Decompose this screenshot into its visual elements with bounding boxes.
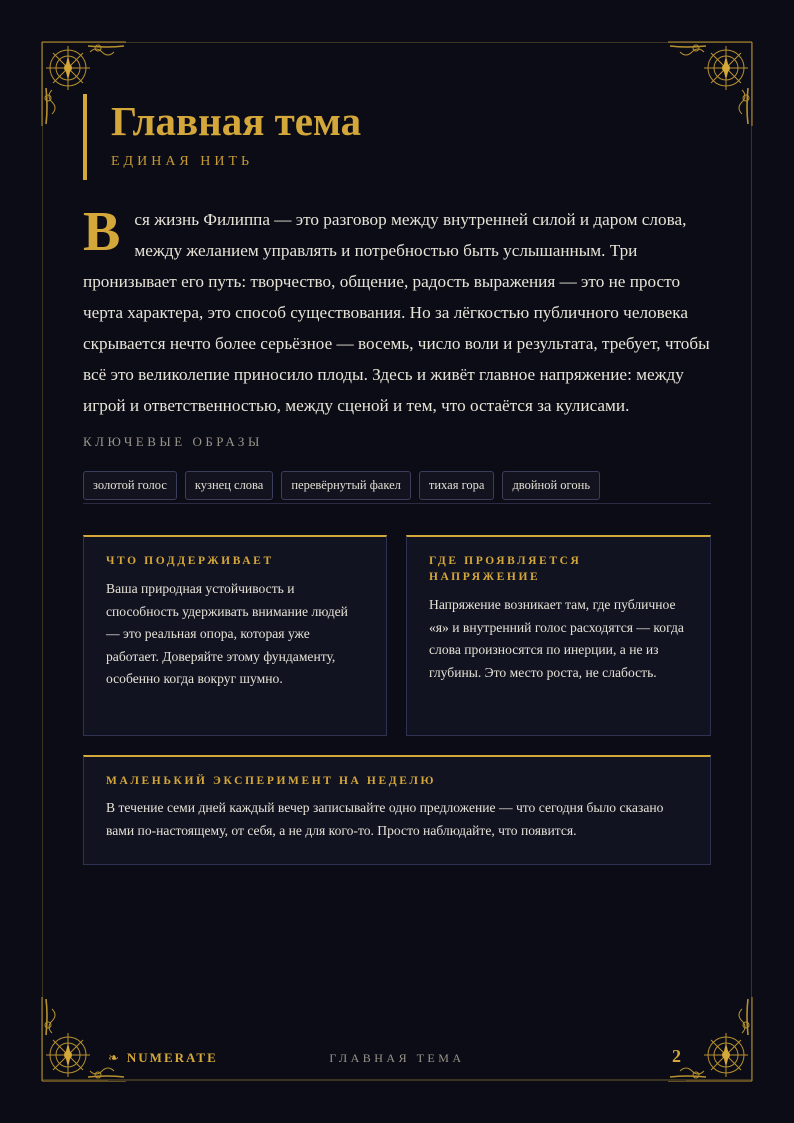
keyword-tag: тихая гора: [419, 471, 495, 500]
page-title: Главная тема: [111, 98, 362, 144]
brand-name: NUMERATE: [126, 1050, 218, 1065]
corner-ornament-icon: [664, 38, 756, 130]
page-number: 2: [672, 1046, 681, 1066]
corner-ornament-icon: [38, 993, 130, 1085]
keywords-label: КЛЮЧЕВЫЕ ОБРАЗЫ: [83, 434, 263, 449]
keyword-tag: перевёрнутый факел: [281, 471, 411, 500]
footer-section-title: ГЛАВНАЯ ТЕМА: [329, 1051, 465, 1065]
tension-card: [406, 535, 711, 736]
intro-paragraph: [83, 201, 713, 421]
page-header: [83, 94, 361, 180]
drop-cap: В: [83, 201, 121, 263]
keyword-tag: золотой голос: [83, 471, 177, 500]
footer-divider: [108, 1080, 686, 1081]
keyword-tag: двойной огонь: [502, 471, 600, 500]
keyword-tags: [83, 471, 711, 504]
fleuron-icon: ❧: [108, 1050, 121, 1065]
tension-card-title: ГДЕ ПРОЯВЛЯЕТСЯ НАПРЯЖЕНИЕ: [429, 555, 582, 583]
experiment-card: [83, 755, 711, 865]
support-card-title: ЧТО ПОДДЕРЖИВАЕТ: [106, 555, 274, 567]
tension-card-text: Напряжение возникает там, где публичное «я» и внутренний голос расходятся — когда слова произносятся по инерции, а не из глубины. Это место роста, не слабость.: [429, 597, 684, 680]
support-card: [83, 535, 387, 736]
corner-ornament-icon: [664, 993, 756, 1085]
experiment-card-title: МАЛЕНЬКИЙ ЭКСПЕРИМЕНТ НА НЕДЕЛЮ: [106, 775, 437, 787]
support-card-text: Ваша природная устойчивость и способность удерживать внимание людей — это реальная опора, которая уже работает. Доверяйте этому фундаменту, особенно когда вокруг шумно.: [106, 581, 348, 687]
experiment-card-text: В течение семи дней каждый вечер записывайте одно предложение — что сегодня было сказано вами по-настоящему, от себя, а не для кого-то. Просто наблюдайте, что появится.: [106, 800, 664, 838]
intro-text: ся жизнь Филиппа — это разговор между внутренней силой и даром слова, между желанием управлять и потребностью быть услышанным. Три пронизывает его путь: творчество, общение, радость выражения — это не просто черта характера, это способ существования. Но за лёгкостью публичного человека скрывается нечто более серьёзное — восемь, число воли и результата, требует, чтобы всё это великолепие приносило плоды. Здесь и живёт главное напряжение: между игрой и ответственностью, между сценой и тем, что остаётся за кулисами.: [83, 210, 710, 415]
keyword-tag: кузнец слова: [185, 471, 273, 500]
page-subtitle: ЕДИНАЯ НИТЬ: [111, 154, 254, 169]
